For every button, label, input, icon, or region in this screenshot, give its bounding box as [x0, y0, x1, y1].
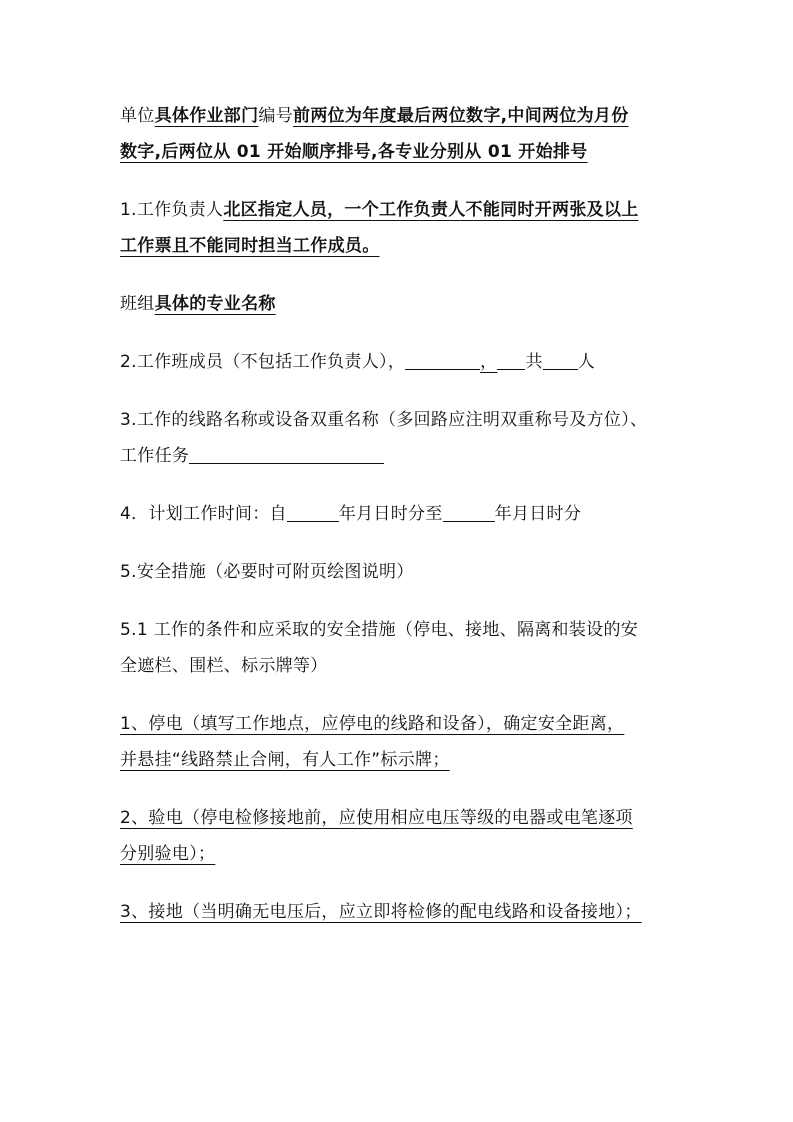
measure-item-power-off	[120, 706, 680, 778]
section-safety-measures	[120, 554, 680, 590]
measure-1-line1: 1、停电（填写工作地点，应停电的线路和设备），确定安全距离，	[120, 714, 625, 734]
number-value-line2: 数字,后两位从 01 开始顺序排号,各专业分别从 01 开始排号	[120, 142, 588, 162]
section-work-task	[120, 402, 680, 474]
start-year-blank[interactable]	[287, 499, 339, 522]
team-members-label: 2.工作班成员（不包括工作负责人），	[120, 352, 406, 372]
section-team-members	[120, 344, 680, 380]
work-leader-value-line1: 北区指定人员，一个工作负责人不能同时开两张及以上	[223, 200, 639, 220]
work-task-label: 工作任务	[120, 446, 190, 466]
section-5-1	[120, 612, 680, 684]
work-task-line1: 3.工作的线路名称或设备双重名称（多回路应注明双重称号及方位）、	[120, 410, 648, 430]
measure-2-line1: 2、验电（停电检修接地前，应使用相应电压等级的电器或电笔逐项	[120, 808, 633, 828]
section-work-leader	[120, 192, 680, 264]
section-team	[120, 286, 680, 322]
team-value: 具体的专业名称	[154, 294, 276, 314]
person-count-blank[interactable]	[543, 347, 578, 370]
measure-item-voltage-test	[120, 800, 680, 872]
measure-3-line1: 3、接地（当明确无电压后，应立即将检修的配电线路和设备接地）；	[120, 902, 642, 922]
team-label: 班组	[120, 294, 155, 314]
number-value-line1: 前两位为年度最后两位数字,中间两位为月份	[293, 106, 629, 126]
team-members-blank-2[interactable]	[497, 347, 525, 370]
unit-value: 具体作业部门	[154, 106, 259, 126]
work-leader-value-line2: 工作票且不能同时担当工作成员。	[120, 236, 380, 256]
section-5-1-line2: 全遮栏、围栏、标示牌等）	[120, 656, 328, 676]
work-leader-label: 1.工作负责人	[120, 200, 224, 220]
unit-label: 单位	[120, 106, 155, 126]
measure-2-line2: 分别验电）；	[120, 844, 216, 864]
planned-time-middle: 年月日时分至	[338, 504, 443, 524]
work-task-blank[interactable]	[189, 441, 384, 464]
safety-measures-label: 5.安全措施（必要时可附页绘图说明）	[120, 562, 414, 582]
section-planned-time	[120, 496, 680, 532]
number-label: 编号	[258, 106, 294, 126]
end-year-blank[interactable]	[443, 499, 495, 522]
total-label: 共	[525, 352, 543, 372]
measure-1-line2: 并悬挂“线路禁止合闸，有人工作”标示牌；	[120, 750, 450, 770]
planned-time-label: 4．计划工作时间：自	[120, 504, 287, 524]
work-ticket-body	[120, 98, 680, 952]
team-members-comma: ，	[480, 352, 498, 372]
measure-item-grounding	[120, 894, 680, 930]
planned-time-end: 年月日时分	[494, 504, 582, 524]
section-5-1-line1: 5.1 工作的条件和应采取的安全措施（停电、接地、隔离和装设的安	[120, 620, 639, 640]
header-unit-number	[120, 98, 680, 170]
person-unit: 人	[577, 352, 596, 372]
team-members-blank[interactable]	[405, 347, 480, 370]
